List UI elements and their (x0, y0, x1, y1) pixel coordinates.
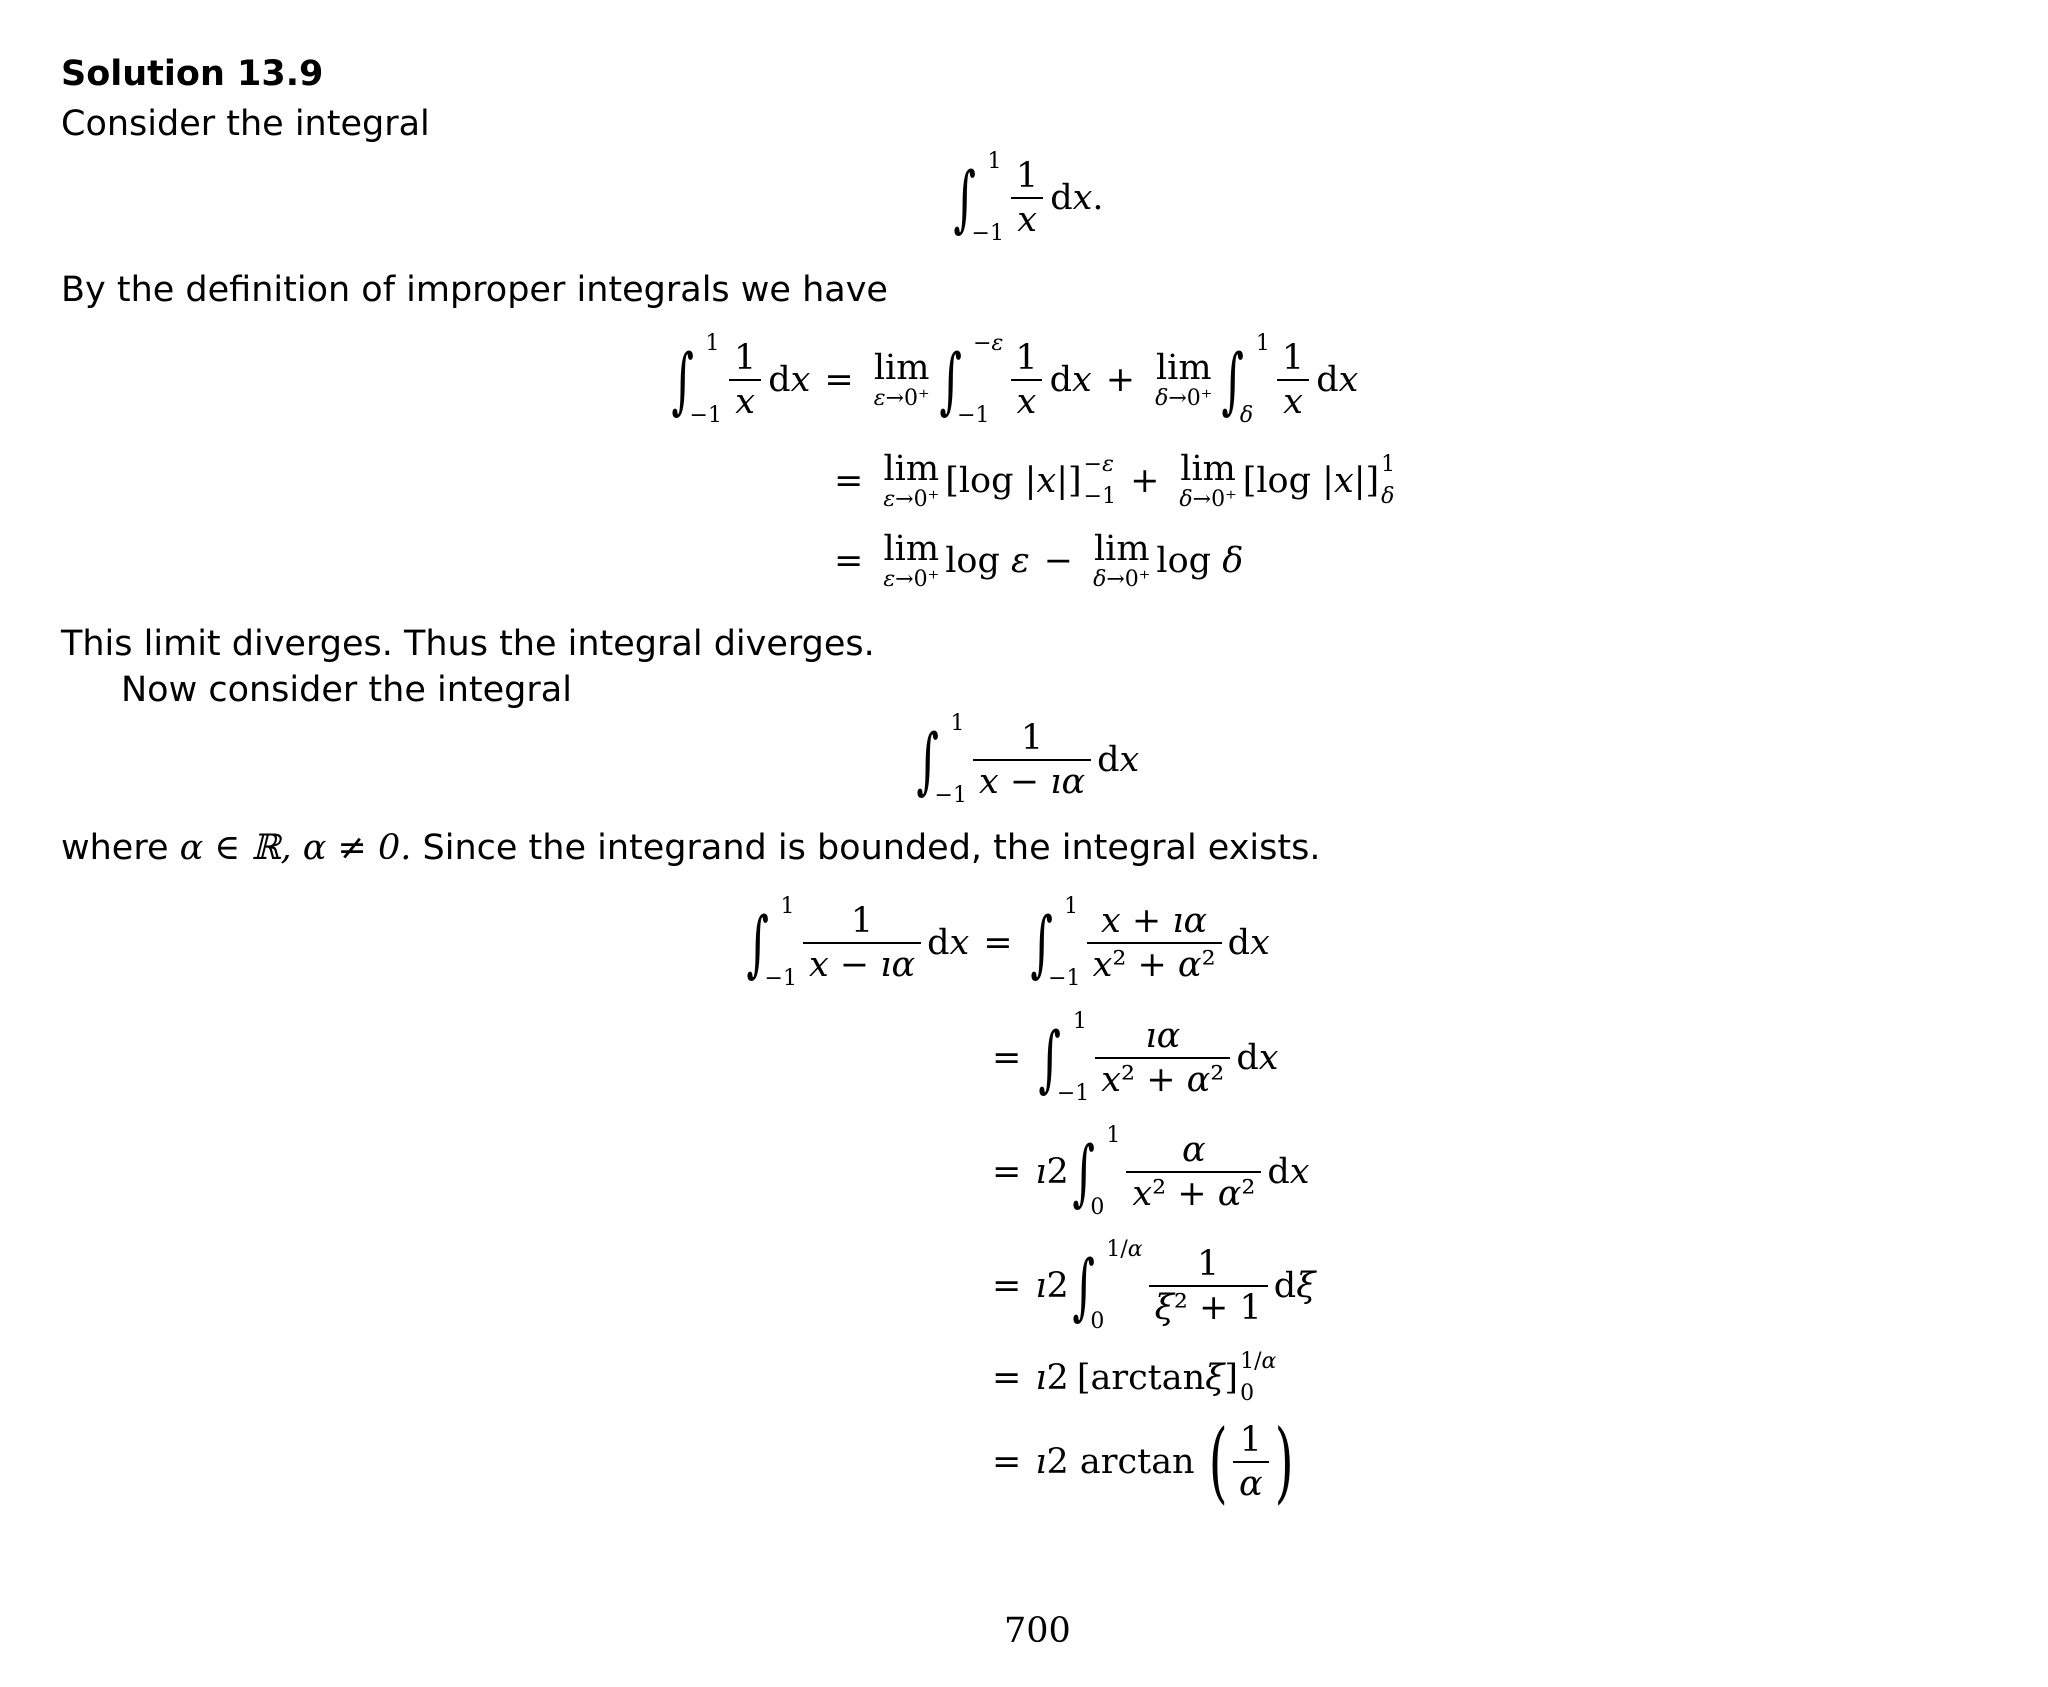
equation-improper-line-1: ∫ 1 −1 $\frac{1}{x}$ dx = lim ε→0⁺ ∫ −ε −1 $\frac{1}{x}$ dx + lim δ→0⁺ ∫ 1 δ $\frac{1}{x}$ dx (671, 331, 1359, 428)
equation-complex-line-6: = ı2 arctan ( $\frac{1}{\alpha}$ ) (992, 1410, 1294, 1513)
equation-integral-1-over-x-minus-ialpha: ∫ 1 −1 $\frac{1}{x - ı\alpha}$ dx (916, 711, 1140, 808)
bounded-statement: Since the integrand is bounded, the integral exists. (422, 828, 1321, 868)
paragraph-now-consider: Now consider the integral (121, 670, 572, 710)
equation-improper-line-2: = lim ε→0⁺ [log | x |] −ε −1 + lim δ→0⁺ [log | x |] 1 δ (834, 449, 1396, 512)
equation-complex-line-1: ∫ 1 −1 $\frac{1}{x - ı\alpha}$ dx = ∫ 1 −1 $\frac{x + ı\alpha}{\text{x² + α²}}$ dx (746, 894, 1270, 991)
equation-complex-line-2: = ∫ 1 −1 $\frac{ı\alpha}{\text{x² + α²}}$ dx (992, 1009, 1279, 1106)
paragraph-consider-integral: Consider the integral (61, 104, 430, 144)
integral-sign: ∫ 1 −1 (953, 149, 1004, 246)
equation-complex-line-5: = ı2 [arctan ξ ] 1/α 0 (992, 1349, 1277, 1406)
alpha-condition: α ∈ ℝ, α ≠ 0. (179, 828, 412, 868)
equation-integral-1-over-x: ∫ 1 −1 $\frac{1}{x}$ dx. (950, 150, 1104, 246)
page-number: 700 (1004, 1611, 1071, 1651)
paragraph-where (61, 828, 1320, 868)
fraction: $\frac{1}{x}$ (1010, 157, 1044, 239)
paragraph-definition: By the definition of improper integrals we have (61, 270, 888, 310)
where-word: where (61, 828, 169, 868)
equation-complex-line-3: = ı2 ∫ 1 0 $\frac{\alpha}{\text{x² + α²}}$ dx (992, 1123, 1310, 1220)
equation-improper-line-3: = lim ε→0⁺ log ε − lim δ→0⁺ log δ (834, 529, 1244, 592)
equation-complex-line-4: = ı2 ∫ 1/α 0 $\frac{1}{\text{ξ² + 1}}$ dξ (992, 1237, 1316, 1334)
solution-heading: Solution 13.9 (61, 54, 324, 94)
paragraph-diverges: This limit diverges. Thus the integral diverges. (61, 624, 875, 664)
